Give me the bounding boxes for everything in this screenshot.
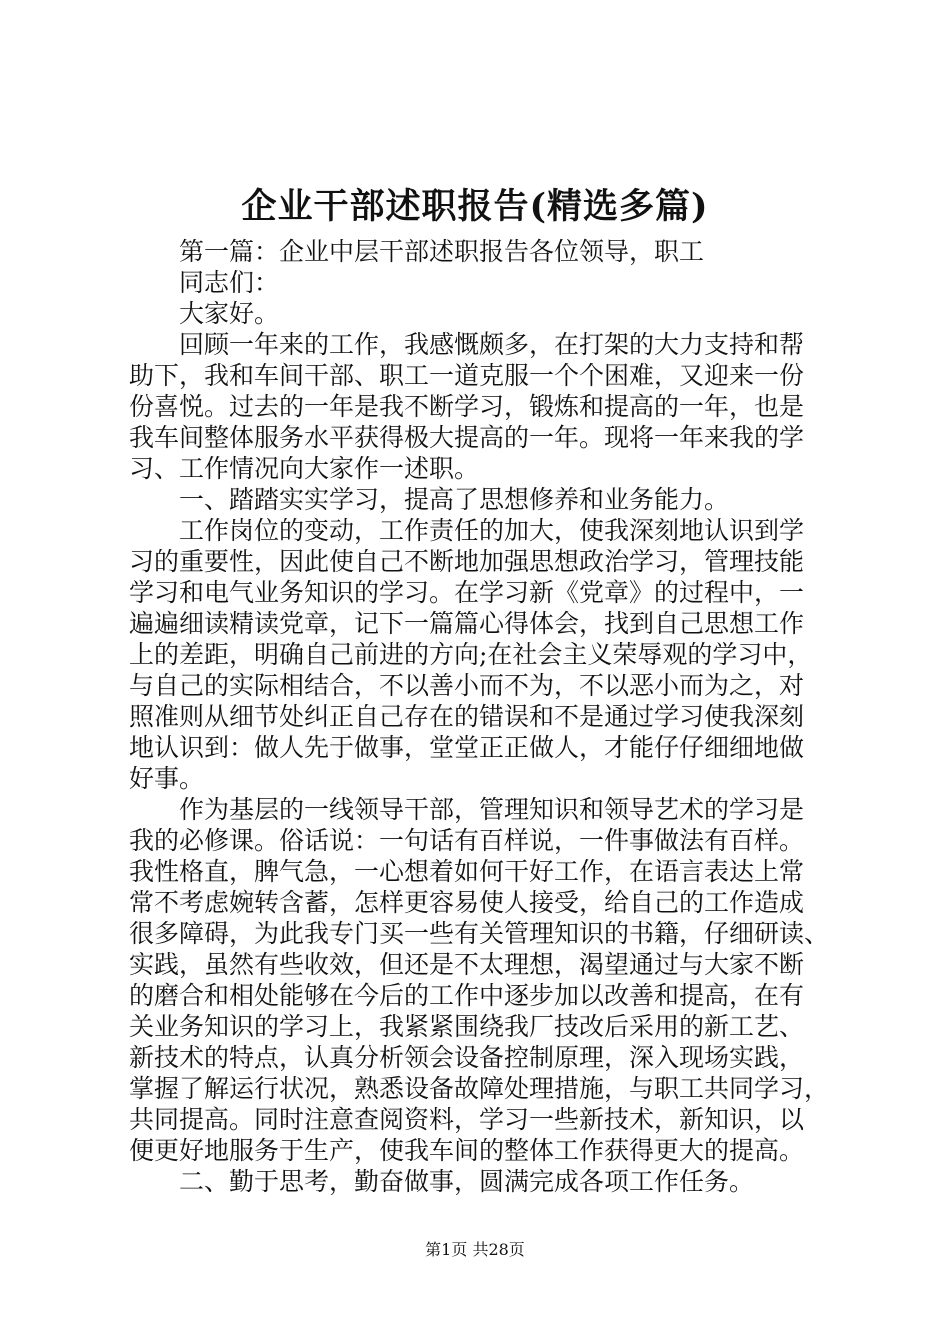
text-line: 大家好。 [179, 299, 280, 328]
text-line: 二、勤于思考，勤奋做事，圆满完成各项工作任务。 [179, 1167, 755, 1196]
text-line: 第一篇：企业中层干部述职报告各位领导，职工 [179, 237, 705, 266]
text-line: 好事。 [129, 764, 205, 793]
text-line: 同志们： [179, 268, 280, 297]
text-line: 常不考虑婉转含蓄，怎样更容易使人接受，给自己的工作造成 [129, 888, 805, 917]
text-line: 我车间整体服务水平获得极大提高的一年。现将一年来我的学 [129, 423, 805, 452]
text-line: 上的差距，明确自己前进的方向;在社会主义荣辱观的学习中， [129, 640, 813, 669]
text-line: 共同提高。同时注意查阅资料，学习一些新技术，新知识，以 [129, 1105, 805, 1134]
text-line: 回顾一年来的工作，我感慨颇多，在打架的大力支持和帮 [179, 330, 805, 359]
text-line: 新技术的特点，认真分析领会设备控制原理，深入现场实践， [129, 1043, 805, 1072]
text-line: 遍遍细读精读党章，记下一篇篇心得体会，找到自己思想工作 [129, 609, 805, 638]
text-line: 我性格直，脾气急，一心想着如何干好工作，在语言表达上常 [129, 857, 805, 886]
text-line: 作为基层的一线领导干部，管理知识和领导艺术的学习是 [179, 795, 805, 824]
text-line: 照准则从细节处纠正自己存在的错误和不是通过学习使我深刻 [129, 702, 805, 731]
text-line: 一、踏踏实实学习，提高了思想修养和业务能力。 [179, 485, 730, 514]
text-line: 与自己的实际相结合，不以善小而不为，不以恶小而为之，对 [129, 671, 805, 700]
text-line: 地认识到：做人先于做事，堂堂正正做人，才能仔仔细细地做 [129, 733, 805, 762]
text-line: 习的重要性，因此使自己不断地加强思想政治学习，管理技能 [129, 547, 805, 576]
text-line: 实践，虽然有些收效，但还是不太理想，渴望通过与大家不断 [129, 950, 805, 979]
text-line: 我的必修课。俗话说：一句话有百样说，一件事做法有百样。 [129, 826, 805, 855]
text-line: 关业务知识的学习上，我紧紧围绕我厂技改后采用的新工艺、 [129, 1012, 805, 1041]
text-line: 学习和电气业务知识的学习。在学习新《党章》的过程中，一 [129, 578, 805, 607]
document-body [129, 236, 835, 1197]
text-line: 掌握了解运行状况，熟悉设备故障处理措施，与职工共同学习， [129, 1074, 830, 1103]
text-line: 习、工作情况向大家作一述职。 [129, 454, 480, 483]
text-line: 份喜悦。过去的一年是我不断学习，锻炼和提高的一年，也是 [129, 392, 805, 421]
text-line: 便更好地服务于生产，使我车间的整体工作获得更大的提高。 [129, 1136, 805, 1165]
document-title: 企业干部述职报告(精选多篇) [241, 186, 709, 227]
text-line: 助下，我和车间干部、职工一道克服一个个困难，又迎来一份 [129, 361, 805, 390]
page-footer: 第1页 共28页 [425, 1240, 525, 1259]
text-line: 工作岗位的变动，工作责任的加大，使我深刻地认识到学 [179, 516, 805, 545]
text-line: 很多障碍，为此我专门买一些有关管理知识的书籍，仔细研读、 [129, 919, 830, 948]
text-line: 的磨合和相处能够在今后的工作中逐步加以改善和提高，在有 [129, 981, 805, 1010]
